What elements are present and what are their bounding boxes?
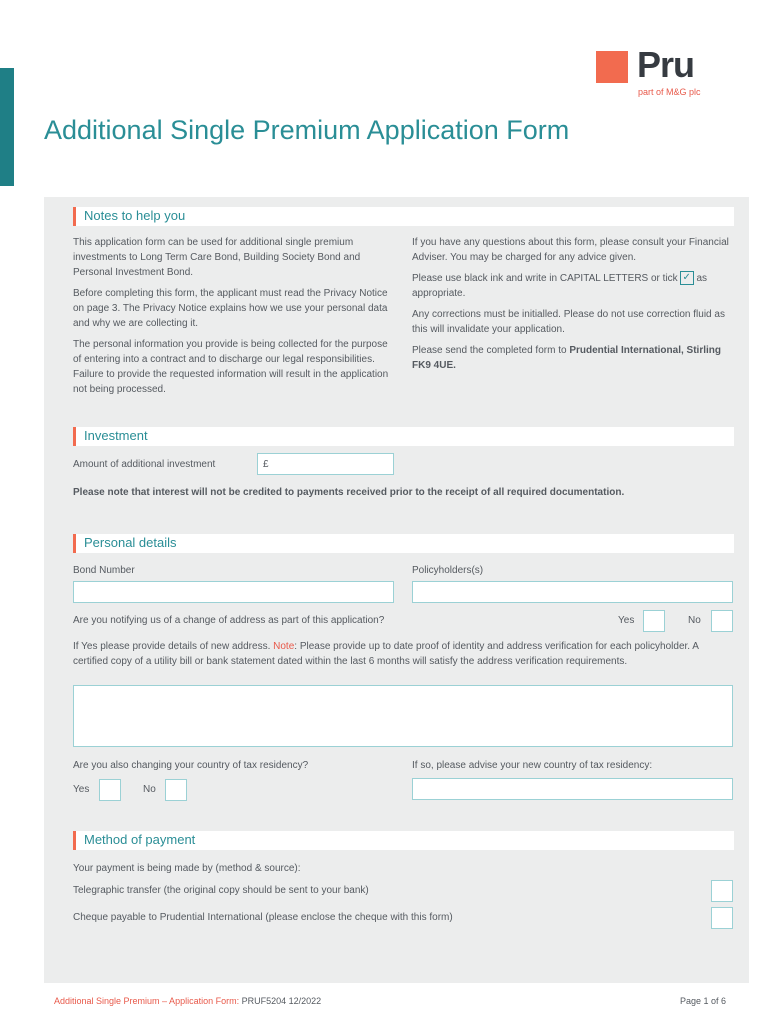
section-header-personal <box>73 534 734 553</box>
section-title: Investment <box>84 428 148 443</box>
section-title: Notes to help you <box>84 208 186 223</box>
section-header-payment <box>73 831 734 850</box>
send-address: Prudential International, Stirling FK9 4UE. <box>412 345 721 371</box>
tax-residency-question: Are you also changing your country of tax residency? <box>73 760 309 771</box>
notes-right-column <box>412 235 737 379</box>
new-address-textarea[interactable] <box>73 685 733 747</box>
note-label: Note <box>273 641 295 652</box>
policyholders-input[interactable] <box>412 581 733 603</box>
section-accent <box>73 831 76 850</box>
address-change-question: Are you notifying us of a change of address as part of this application? <box>73 615 385 626</box>
page-title: Additional Single Premium Application Form <box>44 115 570 145</box>
notes-paragraph: If you have any questions about this form, please consult your Financial Adviser. You may be charged for any advice given. <box>412 237 729 263</box>
logo-tagline: part of M&G plc <box>638 87 701 97</box>
logo-square <box>596 51 628 83</box>
cheque-label: Cheque payable to Prudential International (please enclose the cheque with this form) <box>73 912 453 923</box>
edge-tab-decoration <box>0 68 14 186</box>
section-accent <box>73 427 76 446</box>
address-change-no-checkbox[interactable] <box>711 610 733 632</box>
section-title: Personal details <box>84 535 177 550</box>
tax-country-question: If so, please advise your new country of tax residency: <box>412 760 653 771</box>
telegraphic-transfer-label: Telegraphic transfer (the original copy should be sent to your bank) <box>73 885 369 896</box>
address-change-yes-checkbox[interactable] <box>643 610 665 632</box>
footer-page-number: Page 1 of 6 <box>680 996 727 1006</box>
tax-yes-label: Yes <box>73 784 90 795</box>
section-header-notes <box>73 207 734 226</box>
telegraphic-transfer-checkbox[interactable] <box>711 880 733 902</box>
tax-no-label: No <box>143 784 156 795</box>
tax-country-input[interactable] <box>412 778 733 800</box>
form-panel <box>44 197 749 983</box>
address-instructions: If Yes please provide details of new address. Note: Please provide up to date proof of identity and address verification for each policyholder. A certified copy of a utility bill or bank statement dated within the last 6 months will satisfy the address verification requirements. <box>73 641 699 667</box>
currency-symbol: £ <box>263 459 269 470</box>
interest-note: Please note that interest will not be credited to payments received prior to the receipt of all required documentation. <box>73 487 625 498</box>
notes-paragraph: Any corrections must be initialled. Please do not use correction fluid as this will invalidate your application. <box>412 309 725 335</box>
amount-input[interactable] <box>257 453 394 475</box>
bond-number-label: Bond Number <box>73 565 135 576</box>
amount-label: Amount of additional investment <box>73 459 216 470</box>
section-accent <box>73 534 76 553</box>
notes-paragraph: Before completing this form, the applicant must read the Privacy Notice on page 3. The Privacy Notice explains how we use your personal data and why we are collecting it. <box>73 288 388 329</box>
section-accent <box>73 207 76 226</box>
cheque-checkbox[interactable] <box>711 907 733 929</box>
notes-paragraph-ink: Please use black ink and write in CAPITAL LETTERS or tick ✓ as appropriate. <box>412 272 708 299</box>
notes-paragraph: The personal information you provide is being collected for the purpose of entering into a contract and to discharge our legal responsibilities. Failure to provide the requested information will result in the application not being processed. <box>73 339 389 395</box>
footer-form-reference: Additional Single Premium – Application Form: PRUF5204 12/2022 <box>54 996 322 1006</box>
bond-number-input[interactable] <box>73 581 394 603</box>
section-header-investment <box>73 427 734 446</box>
section-title: Method of payment <box>84 832 196 847</box>
address-change-no-label: No <box>688 615 701 626</box>
tick-box-icon: ✓ <box>680 271 694 285</box>
address-change-yes-label: Yes <box>618 615 635 626</box>
notes-left-column <box>73 235 398 403</box>
tax-yes-checkbox[interactable] <box>99 779 121 801</box>
logo-wordmark: Pru <box>637 44 695 85</box>
notes-paragraph-address: Please send the completed form to Prudential International, Stirling FK9 4UE. <box>412 345 721 371</box>
policyholders-label: Policyholders(s) <box>412 565 484 576</box>
notes-paragraph: This application form can be used for additional single premium investments to Long Term Care Bond, Building Society Bond and Personal Investment Bond. <box>73 237 361 278</box>
pru-logo <box>596 44 721 102</box>
payment-intro: Your payment is being made by (method & source): <box>73 863 301 874</box>
tax-no-checkbox[interactable] <box>165 779 187 801</box>
